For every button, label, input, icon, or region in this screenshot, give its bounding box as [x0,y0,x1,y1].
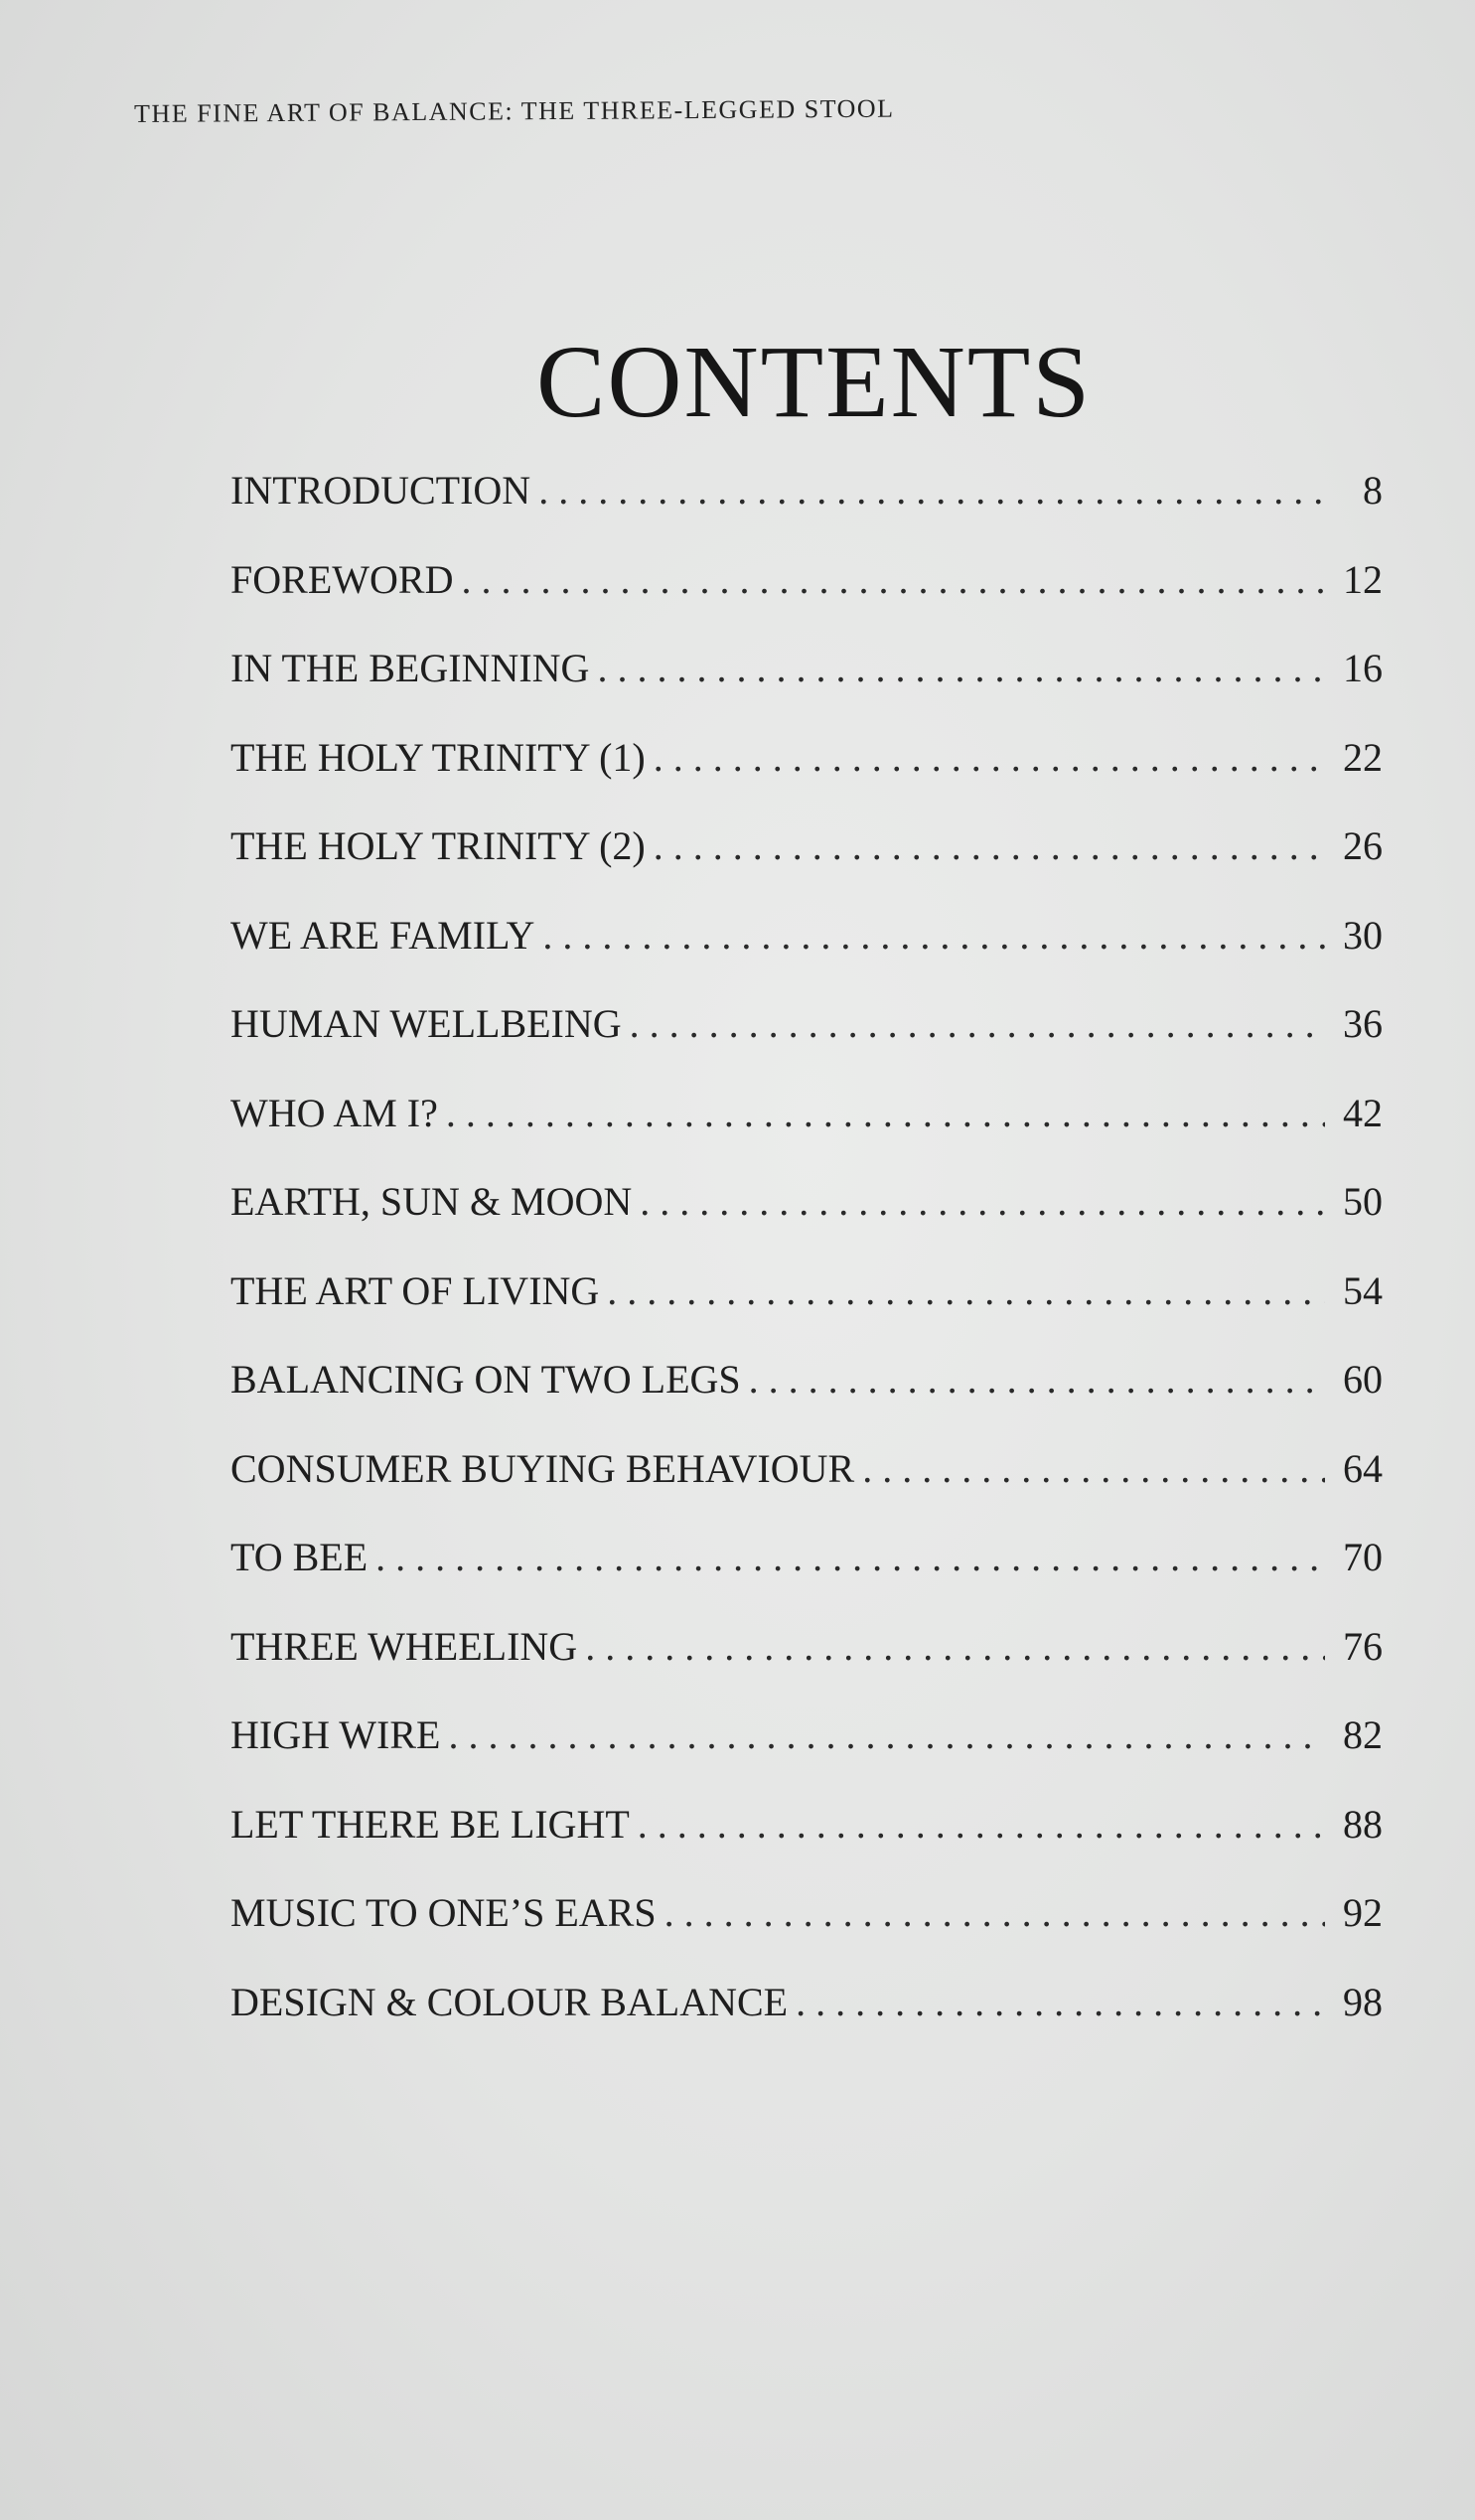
dot-leader [640,1178,1325,1225]
toc-entry-title: HUMAN WELLBEING [230,1001,622,1046]
toc-entry [230,467,1383,556]
dot-leader [597,645,1325,691]
toc-entry-page: 36 [1343,1001,1383,1046]
toc-entry-title: THE HOLY TRINITY (2) [230,823,646,868]
toc-entry [230,822,1383,912]
dot-leader [607,1267,1325,1314]
toc-entry-page: 76 [1343,1623,1383,1669]
toc-entry-title: DESIGN & COLOUR BALANCE [230,1979,789,2024]
dot-leader [749,1356,1325,1403]
toc-entry-title: THE ART OF LIVING [230,1267,600,1313]
toc-entry-title: HIGH WIRE [230,1712,441,1757]
toc-entry [230,734,1383,823]
toc-entry [230,1979,1383,2068]
toc-entry-page: 92 [1343,1890,1383,1935]
toc-entry-page: 42 [1343,1090,1383,1135]
toc-entry [230,1534,1383,1623]
toc-entry [230,556,1383,646]
page-title: CONTENTS [536,324,1093,439]
toc-entry-title: EARTH, SUN & MOON [230,1179,633,1224]
toc-entry-title: THE HOLY TRINITY (1) [230,734,646,780]
toc-entry-page: 50 [1343,1179,1383,1224]
toc-entry-page: 64 [1343,1445,1383,1491]
toc-entry [230,912,1383,1001]
toc-entry [230,1889,1383,1979]
dot-leader [654,734,1325,781]
toc-entry-title: MUSIC TO ONE’S EARS [230,1890,657,1935]
toc-entry-page: 54 [1343,1267,1383,1313]
toc-entry [230,1267,1383,1357]
dot-leader [585,1623,1325,1670]
dot-leader [862,1445,1325,1492]
toc-entry-title: FOREWORD [230,556,454,602]
toc-entry-page: 60 [1343,1357,1383,1402]
dot-leader [375,1534,1325,1580]
dot-leader [654,822,1325,869]
dot-leader [542,912,1325,959]
toc-entry [230,1356,1383,1445]
toc-entry-title: CONSUMER BUYING BEHAVIOUR [230,1445,855,1491]
dot-leader [461,556,1325,603]
toc-entry-title: IN THE BEGINNING [230,646,590,690]
dot-leader [538,467,1325,514]
toc-entry-title: INTRODUCTION [230,468,531,513]
toc-entry-title: WE ARE FAMILY [230,912,535,958]
running-head: THE FINE ART OF BALANCE: THE THREE-LEGGED STOOL [134,93,895,128]
toc-entry-page: 12 [1343,556,1383,602]
toc-entry [230,1000,1383,1090]
toc-entry [230,1090,1383,1179]
toc-entry-page: 88 [1343,1801,1383,1847]
toc-entry-page: 70 [1343,1535,1383,1579]
dot-leader [796,1979,1325,2025]
toc-entry [230,1623,1383,1712]
toc-entry [230,1801,1383,1890]
toc-entry-title: WHO AM I? [230,1090,438,1135]
toc-entry-title: THREE WHEELING [230,1623,578,1669]
toc-entry-page: 98 [1343,1979,1383,2024]
table-of-contents [230,467,1383,2067]
toc-entry-page: 26 [1343,823,1383,868]
dot-leader [630,1000,1325,1047]
dot-leader [446,1090,1325,1136]
toc-entry [230,1711,1383,1801]
toc-entry-title: LET THERE BE LIGHT [230,1801,630,1847]
toc-entry-title: BALANCING ON TWO LEGS [230,1357,741,1402]
toc-entry [230,1178,1383,1267]
toc-entry-page: 16 [1343,646,1383,690]
dot-leader [448,1711,1325,1758]
dot-leader [638,1801,1325,1848]
toc-entry-page: 22 [1343,734,1383,780]
toc-entry [230,1445,1383,1535]
toc-entry-page: 82 [1343,1712,1383,1757]
dot-leader [664,1889,1325,1936]
toc-entry-page: 8 [1363,468,1383,513]
toc-entry-page: 30 [1343,912,1383,958]
toc-entry [230,645,1383,734]
toc-entry-title: TO BEE [230,1535,369,1579]
